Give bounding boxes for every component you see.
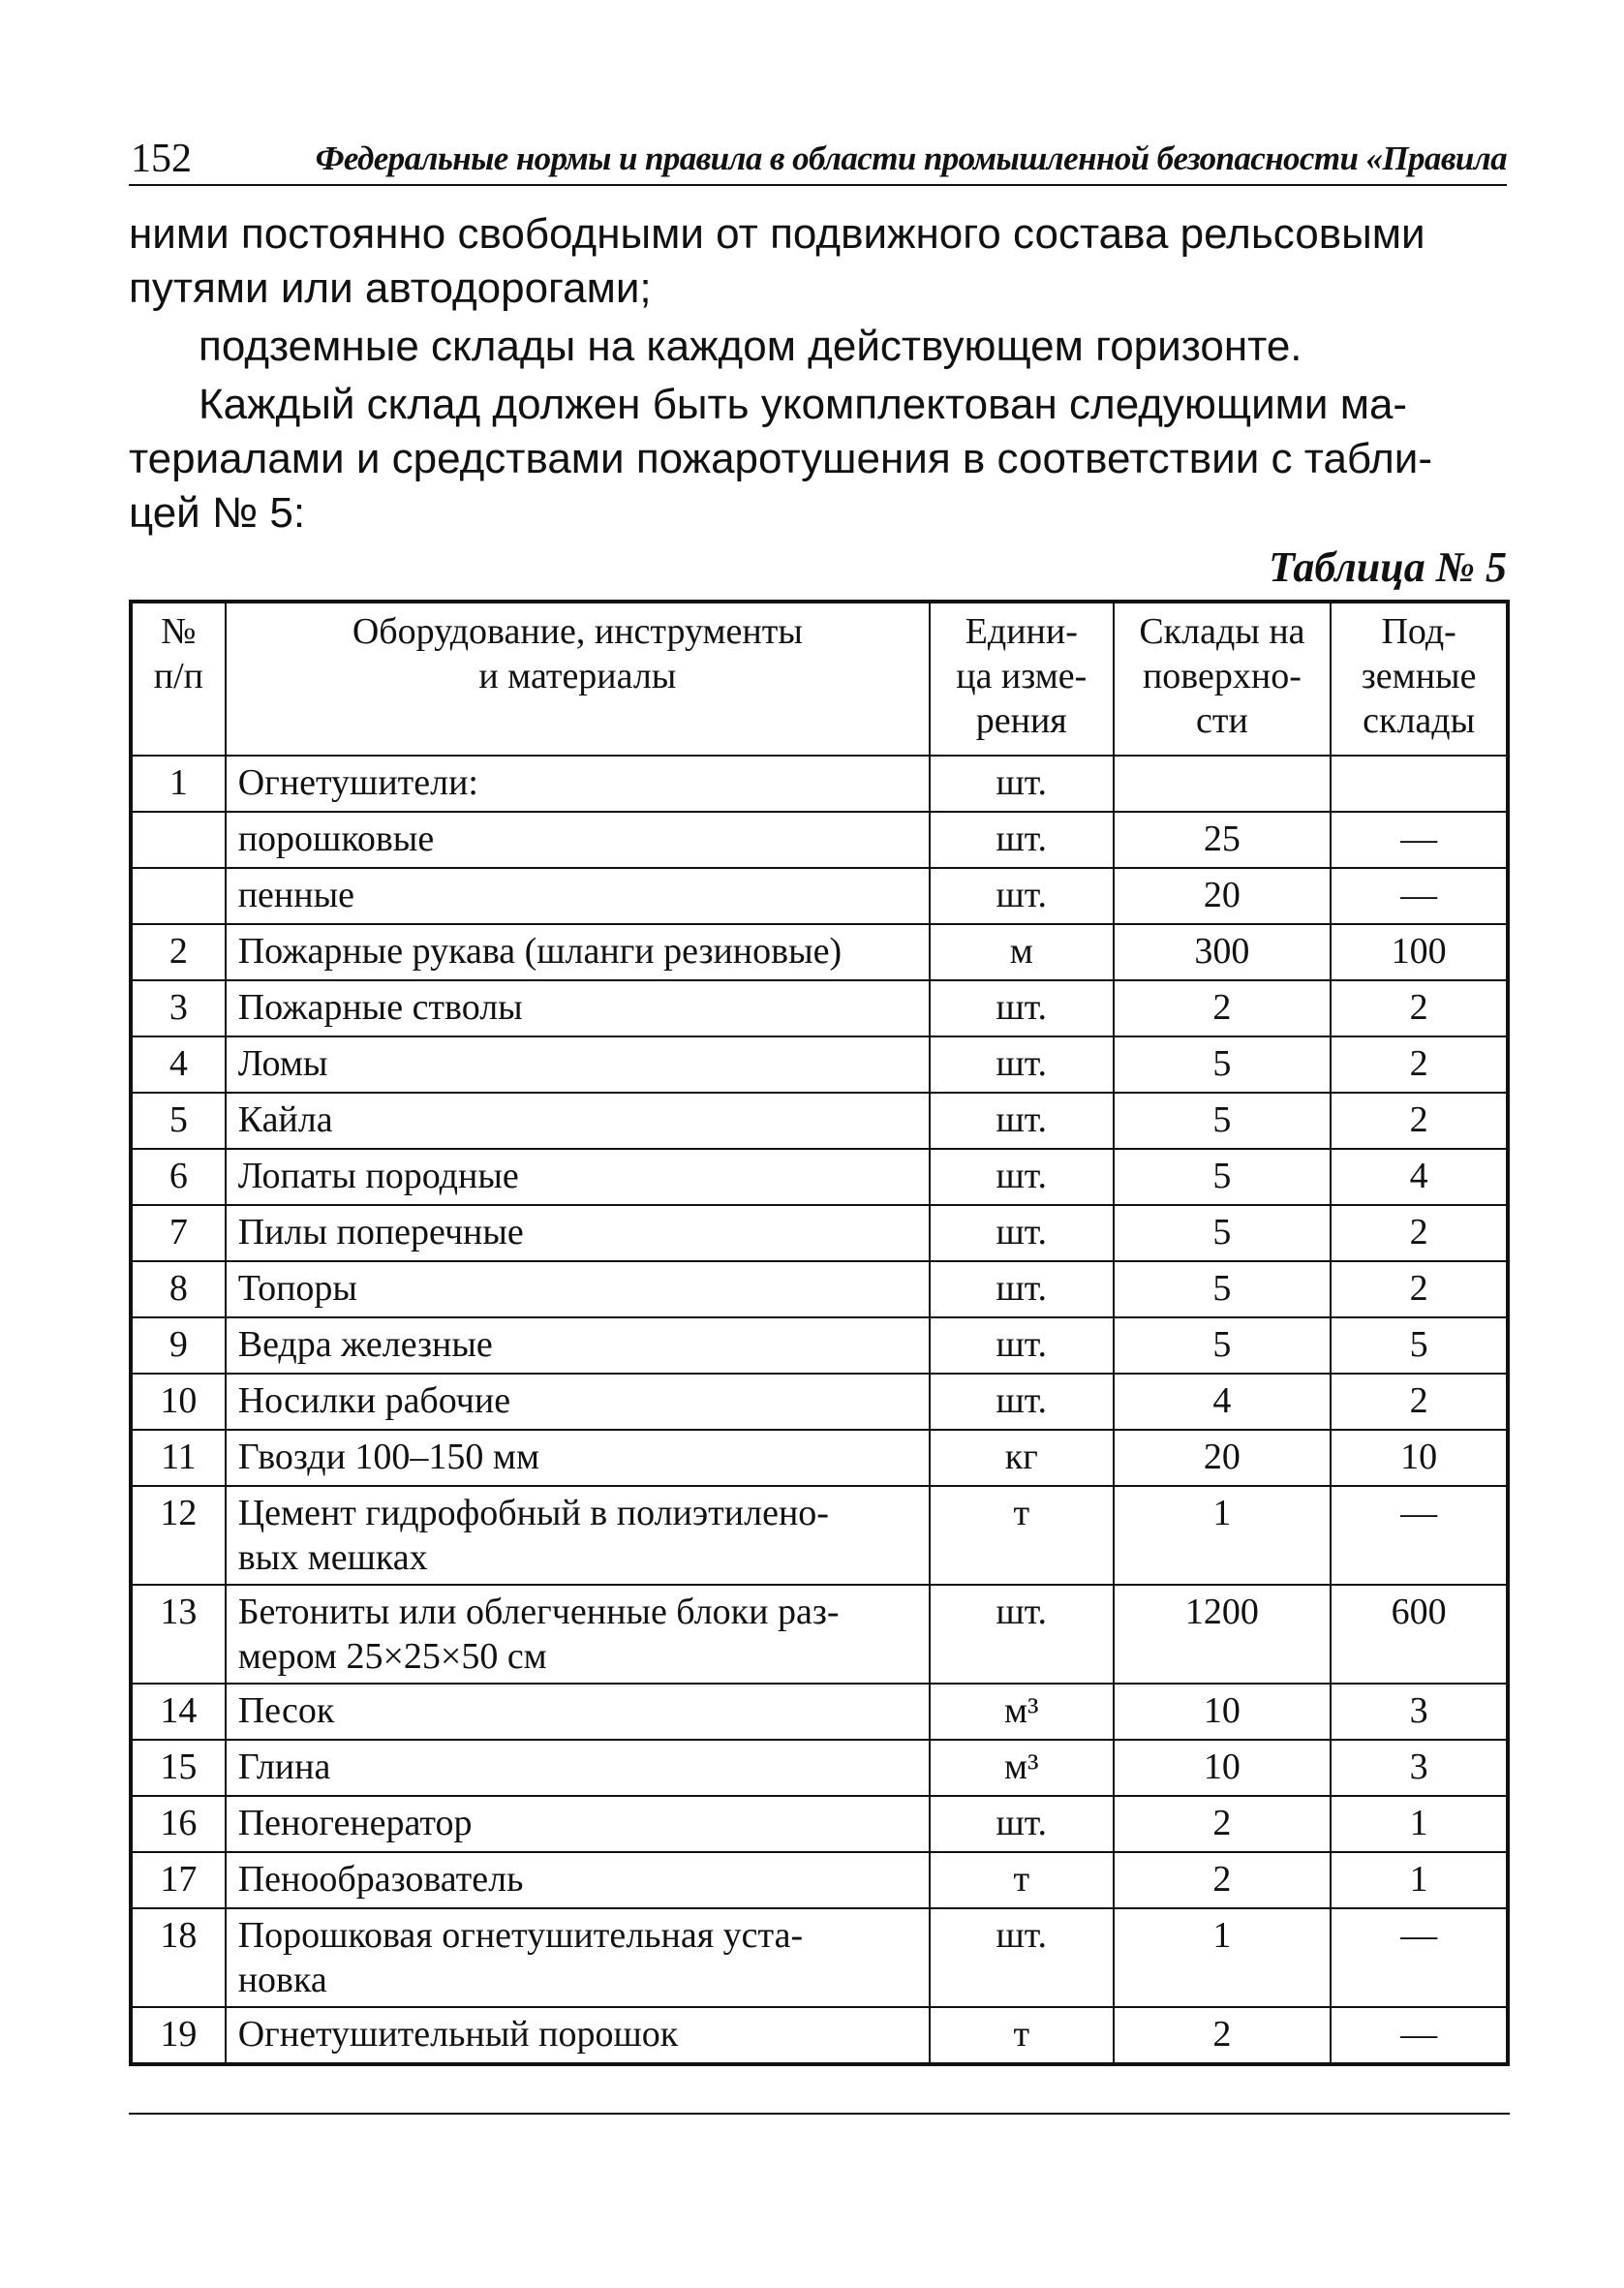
row-number: 7 [131,1205,226,1261]
row-equipment: Кайла [226,1093,930,1149]
row-underground-qty: — [1331,2007,1508,2064]
row-unit: шт. [930,980,1114,1036]
row-equipment: Ведра железные [226,1317,930,1374]
body-line: ними постоянно свободными от подвижного состава рельсовыми [129,210,1425,258]
footnote-divider [129,2113,1510,2115]
row-unit: т [930,2007,1114,2064]
row-surface-qty: 5 [1114,1261,1332,1317]
row-surface-qty: 5 [1114,1205,1332,1261]
row-underground-qty [1331,756,1508,812]
row-surface-qty: 20 [1114,868,1332,924]
header-number: № п/п [131,602,226,756]
row-unit: м [930,924,1114,980]
row-number: 12 [131,1486,226,1585]
row-surface-qty: 2 [1114,1852,1332,1908]
table-caption: Таблица № 5 [1269,543,1507,591]
row-unit: шт. [930,868,1114,924]
row-underground-qty: — [1331,1486,1508,1585]
row-number: 16 [131,1796,226,1852]
row-equipment: порошковые [226,812,930,868]
table-row [131,1036,1508,1093]
row-underground-qty: 2 [1331,1374,1508,1430]
row-number: 10 [131,1374,226,1430]
row-number: 15 [131,1740,226,1796]
row-underground-qty: 2 [1331,1093,1508,1149]
row-equipment: Носилки рабочие [226,1374,930,1430]
table-row [131,1740,1508,1796]
row-underground-qty: 2 [1331,1261,1508,1317]
table-row [131,1852,1508,1908]
row-underground-qty: 1 [1331,1852,1508,1908]
row-number: 13 [131,1585,226,1684]
row-equipment: Пеногенератор [226,1796,930,1852]
equipment-table [129,600,1510,2066]
row-surface-qty: 300 [1114,924,1332,980]
row-number: 14 [131,1684,226,1740]
row-equipment: Пожарные стволы [226,980,930,1036]
row-underground-qty: 5 [1331,1317,1508,1374]
row-unit: шт. [930,1149,1114,1205]
row-number: 11 [131,1430,226,1486]
row-unit: шт. [930,1908,1114,2007]
row-number: 19 [131,2007,226,2064]
row-equipment: Топоры [226,1261,930,1317]
row-number: 9 [131,1317,226,1374]
row-unit: м³ [930,1740,1114,1796]
body-line: цей № 5: [129,489,306,537]
table-row [131,1486,1508,1585]
row-underground-qty: 4 [1331,1149,1508,1205]
row-equipment: Пилы поперечные [226,1205,930,1261]
row-equipment: Пенообразователь [226,1852,930,1908]
row-surface-qty: 10 [1114,1684,1332,1740]
row-equipment: Глина [226,1740,930,1796]
row-surface-qty: 2 [1114,980,1332,1036]
row-surface-qty: 5 [1114,1317,1332,1374]
table-row [131,1261,1508,1317]
table-row [131,812,1508,868]
row-underground-qty: 3 [1331,1740,1508,1796]
row-number: 3 [131,980,226,1036]
table-row [131,1149,1508,1205]
row-underground-qty: 2 [1331,1205,1508,1261]
row-surface-qty: 1 [1114,1486,1332,1585]
row-underground-qty: 1 [1331,1796,1508,1852]
running-title: Федеральные нормы и правила в области промышленной безопасности «Правила [315,139,1507,177]
row-unit: м³ [930,1684,1114,1740]
table-row [131,1093,1508,1149]
body-line: териалами и средствами пожаротушения в соответствии с табли- [129,435,1433,482]
header-underground-warehouses: Под- земные склады [1331,602,1508,756]
table-row [131,2007,1508,2064]
table-row [131,1205,1508,1261]
table-row [131,756,1508,812]
row-unit: шт. [930,1374,1114,1430]
table-row [131,980,1508,1036]
row-equipment: Цемент гидрофобный в полиэтилено- вых мешках [226,1486,930,1585]
row-underground-qty: 100 [1331,924,1508,980]
row-unit: шт. [930,1585,1114,1684]
row-surface-qty: 5 [1114,1036,1332,1093]
row-equipment: пенные [226,868,930,924]
row-underground-qty: 2 [1331,1036,1508,1093]
row-surface-qty: 20 [1114,1430,1332,1486]
row-underground-qty: 600 [1331,1585,1508,1684]
row-unit: шт. [930,1317,1114,1374]
table-row [131,1908,1508,2007]
row-unit: т [930,1852,1114,1908]
row-equipment: Песок [226,1684,930,1740]
header-equipment: Оборудование, инструменты и материалы [226,602,930,756]
table-row [131,1585,1508,1684]
table-body [131,756,1508,2064]
row-unit: шт. [930,1261,1114,1317]
row-equipment: Огнетушители: [226,756,930,812]
row-surface-qty: 1 [1114,1908,1332,2007]
row-number: 8 [131,1261,226,1317]
row-equipment: Огнетушительный порошок [226,2007,930,2064]
row-unit: шт. [930,1796,1114,1852]
row-number: 2 [131,924,226,980]
row-unit: шт. [930,1036,1114,1093]
table-row [131,1430,1508,1486]
table-header-row [131,602,1508,756]
table-row [131,1317,1508,1374]
row-unit: шт. [930,1205,1114,1261]
row-surface-qty: 5 [1114,1149,1332,1205]
row-equipment: Ломы [226,1036,930,1093]
row-number: 17 [131,1852,226,1908]
row-surface-qty: 2 [1114,2007,1332,2064]
body-line: подземные склады на каждом действующем горизонте. [199,323,1302,370]
table-row [131,1684,1508,1740]
row-underground-qty: — [1331,868,1508,924]
row-number: 18 [131,1908,226,2007]
row-number [131,868,226,924]
row-number [131,812,226,868]
row-surface-qty: 10 [1114,1740,1332,1796]
body-line: путями или автодорогами; [129,264,652,312]
body-line: Каждый склад должен быть укомплектован следующими ма- [199,381,1408,428]
row-equipment: Порошковая огнетушительная уста- новка [226,1908,930,2007]
header-surface-warehouses: Склады на поверхно- сти [1114,602,1332,756]
row-underground-qty: 2 [1331,980,1508,1036]
table-row [131,924,1508,980]
row-surface-qty [1114,756,1332,812]
table-row [131,1796,1508,1852]
table-row [131,1374,1508,1430]
row-surface-qty: 25 [1114,812,1332,868]
row-underground-qty: 10 [1331,1430,1508,1486]
table-row [131,868,1508,924]
row-number: 5 [131,1093,226,1149]
row-number: 6 [131,1149,226,1205]
row-underground-qty: 3 [1331,1684,1508,1740]
row-surface-qty: 2 [1114,1796,1332,1852]
page-number: 152 [131,137,192,181]
row-underground-qty: — [1331,812,1508,868]
row-surface-qty: 4 [1114,1374,1332,1430]
row-equipment: Гвозди 100–150 мм [226,1430,930,1486]
row-underground-qty: — [1331,1908,1508,2007]
row-unit: шт. [930,756,1114,812]
row-equipment: Пожарные рукава (шланги резиновые) [226,924,930,980]
page-header [129,134,1507,186]
row-unit: т [930,1486,1114,1585]
row-surface-qty: 1200 [1114,1585,1332,1684]
row-unit: шт. [930,1093,1114,1149]
row-equipment: Лопаты породные [226,1149,930,1205]
row-unit: шт. [930,812,1114,868]
row-equipment: Бетониты или облегченные блоки раз- мером 25×25×50 см [226,1585,930,1684]
header-unit: Едини- ца изме- рения [930,602,1114,756]
row-number: 1 [131,756,226,812]
row-unit: кг [930,1430,1114,1486]
row-number: 4 [131,1036,226,1093]
row-surface-qty: 5 [1114,1093,1332,1149]
